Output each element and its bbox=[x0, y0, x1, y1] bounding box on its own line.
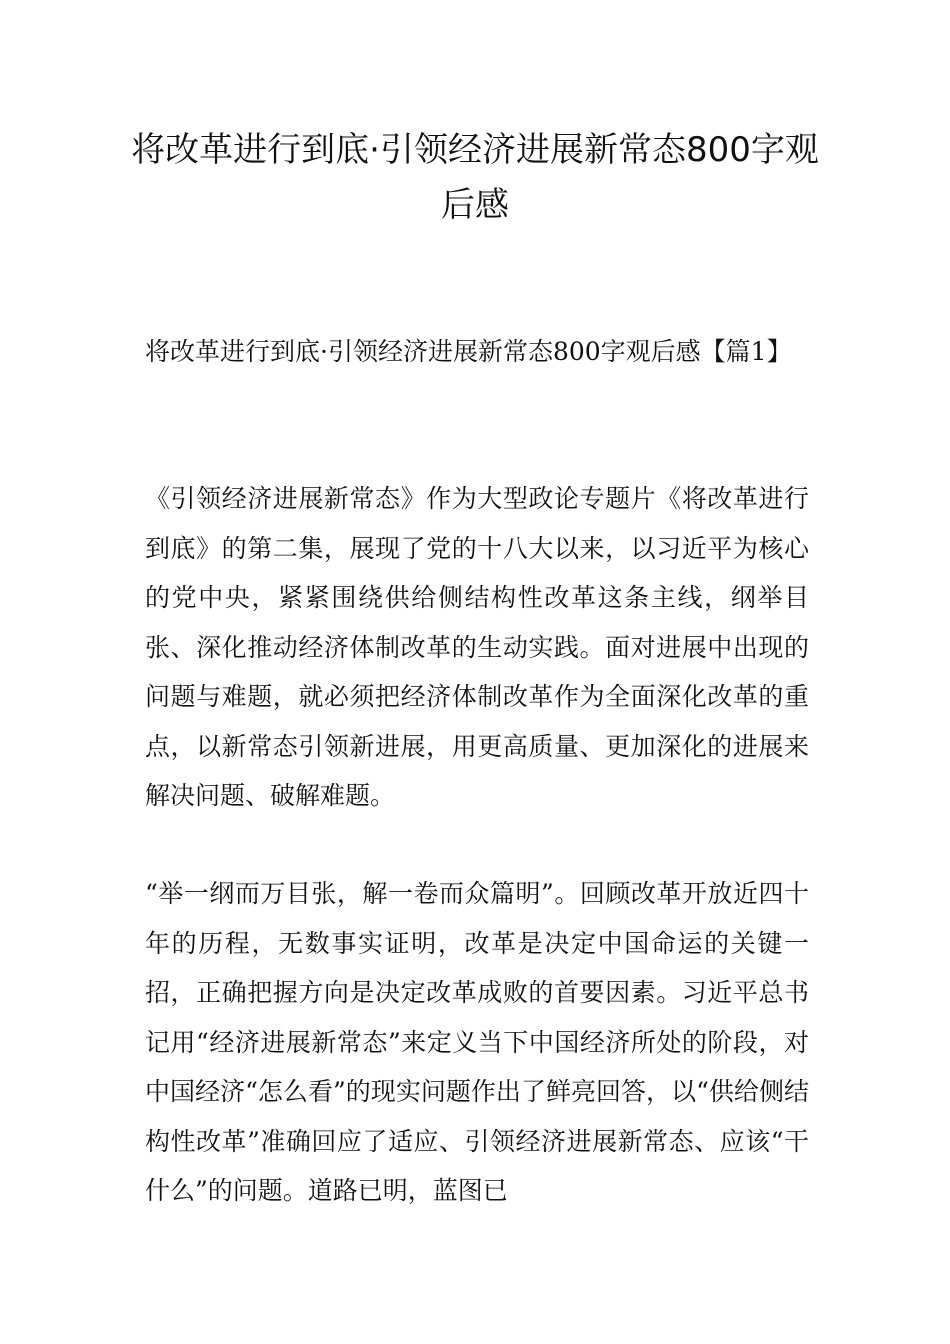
section-heading: 将改革进行到底·引领经济进展新常态800字观后感【篇1】 bbox=[145, 337, 792, 366]
paragraph-2: “举一纲而万目张，解一卷而众篇明”。回顾改革开放近四十年的历程，无数事实证明，改革是决定中国命运的关键一招，正确把握方向是决定改革成败的首要因素。习近平总书记用“经济进展新常态”来定义当下中国经济所处的阶段，对中国经济“怎么看”的现实问题作出了鲜亮回答，以“供给侧结构性改革”准确回应了适应、引领经济进展新常态、应该“干什么”的问题。道路已明，蓝图已 bbox=[145, 879, 809, 1205]
paragraph-1: 《引领经济进展新常态》作为大型政论专题片《将改革进行到底》的第二集，展现了党的十八大以来，以习近平为核心的党中央，紧紧围绕供给侧结构性改革这条主线，纲举目张、深化推动经济体制改革的生动实践。面对进展中出现的问题与难题，就必须把经济体制改革作为全面深化改革的重点，以新常态引领新进展，用更高质量、更加深化的进展来解决问题、破解难题。 bbox=[145, 484, 809, 810]
document-title: 将改革进行到底·引领经济进展新常态800字观后感 bbox=[131, 130, 819, 225]
